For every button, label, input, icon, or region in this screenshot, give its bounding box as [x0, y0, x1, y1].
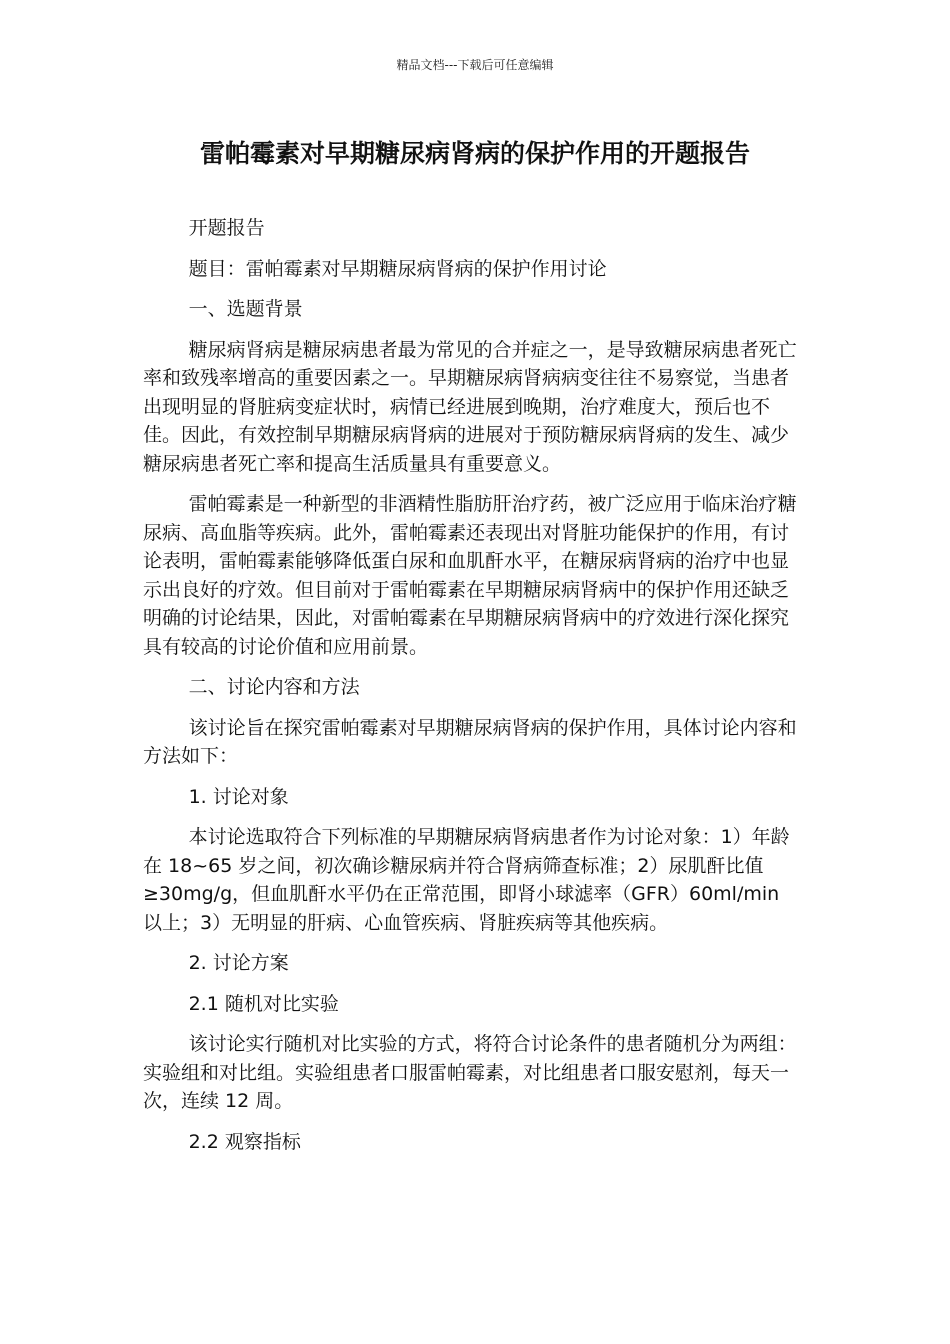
paragraph: 该讨论旨在探究雷帕霉素对早期糖尿病肾病的保护作用，具体讨论内容和方法如下： [143, 716, 797, 767]
report-label: 开题报告 [188, 217, 265, 239]
subsection-heading: 1. 讨论对象 [188, 785, 289, 808]
paragraph: 糖尿病肾病是糖尿病患者最为常见的合并症之一，是导致糖尿病患者死亡率和致残率增高的重要因素之一。早期糖尿病肾病病变往往不易察觉，当患者出现明显的肾脏病变症状时，病情已经进展到晚期，治疗难度大，预后也不佳。因此，有效控制早期糖尿病肾病的进展对于预防糖尿病肾病的发生、减少糖尿病患者死亡率和提高生活质量具有重要意义。 [143, 338, 797, 475]
subsection-heading: 2. 讨论方案 [188, 952, 289, 974]
paragraph: 该讨论实行随机对比实验的方式，将符合讨论条件的患者随机分为两组：实验组和对比组。实验组患者口服雷帕霉素，对比组患者口服安慰剂，每天一次，连续 12 周。 [143, 1033, 797, 1112]
subsection-heading: 2.1 随机对比实验 [188, 992, 339, 1015]
section-heading-methods: 二、讨论内容和方法 [188, 676, 360, 698]
page-header: 精品文档---下载后可任意编辑 [396, 58, 554, 72]
paragraph: 本讨论选取符合下列标准的早期糖尿病肾病患者作为讨论对象：1）年龄在 18~65 岁之间，初次确诊糖尿病并符合肾病筛查标准；2）尿肌酐比值≥30mg/g，但血肌酐水平仍在正常范围，即肾小球滤率（GFR）60ml/min 以上；3）无明显的肝病、心血管疾病、肾脏疾病等其他疾病。 [143, 826, 790, 934]
section-heading-background: 一、选题背景 [188, 298, 303, 320]
topic-line: 题目：雷帕霉素对早期糖尿病肾病的保护作用讨论 [188, 257, 607, 280]
subsection-heading: 2.2 观察指标 [188, 1130, 301, 1153]
document-title: 雷帕霉素对早期糖尿病肾病的保护作用的开题报告 [199, 139, 750, 168]
document-body [143, 214, 803, 1168]
paragraph: 雷帕霉素是一种新型的非酒精性脂肪肝治疗药，被广泛应用于临床治疗糖尿病、高血脂等疾病。此外，雷帕霉素还表现出对肾脏功能保护的作用，有讨论表明，雷帕霉素能够降低蛋白尿和血肌酐水平，在糖尿病肾病的治疗中也显示出良好的疗效。但目前对于雷帕霉素在早期糖尿病肾病中的保护作用还缺乏明确的讨论结果，因此，对雷帕霉素在早期糖尿病肾病中的疗效进行深化探究具有较高的讨论价值和应用前景。 [143, 493, 797, 658]
